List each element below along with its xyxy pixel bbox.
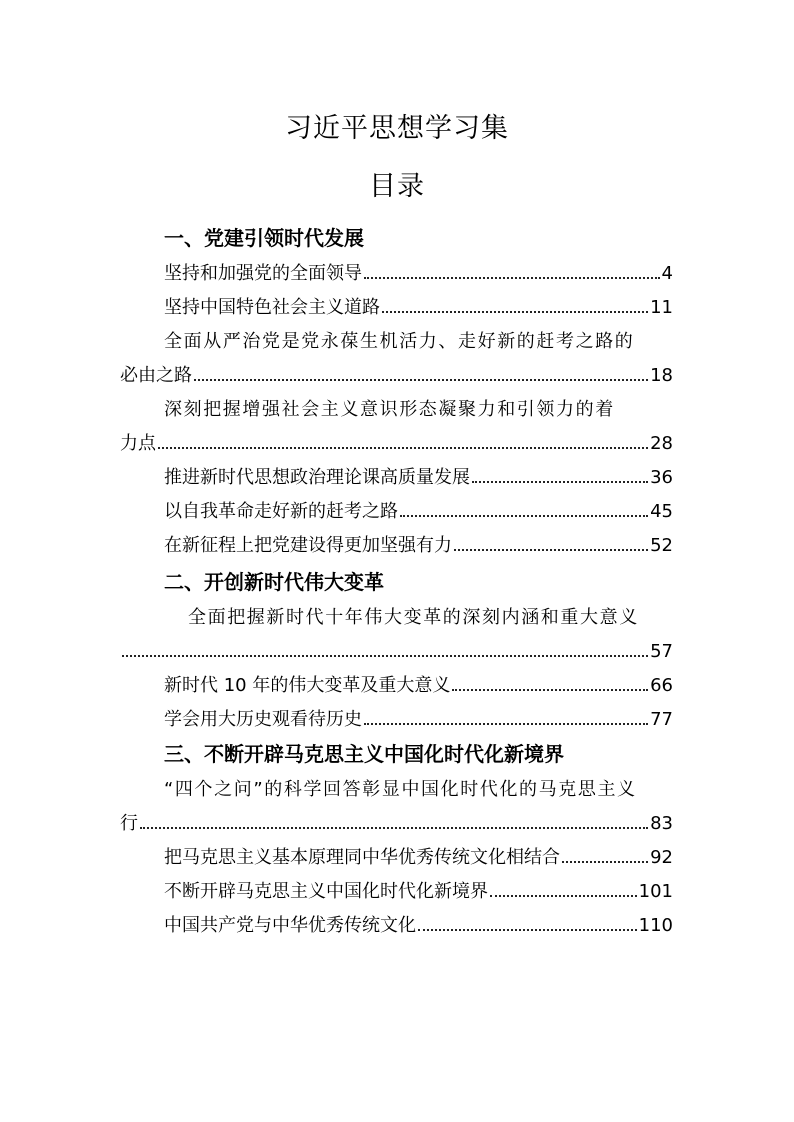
section-heading: 二、开创新时代伟大变革 [164,570,384,594]
toc-entry-page: 101 [638,881,673,902]
toc-entry-title: 坚持和加强党的全面领导 [164,263,362,284]
toc-entry-page: 11 [650,297,673,318]
toc-entry-page: 57 [650,641,673,662]
toc-entry-page: 28 [650,433,673,454]
toc-entry-page: 4 [661,263,673,284]
toc-entry[interactable] [120,262,673,286]
toc-entry-title: 把马克思主义基本原理同中华优秀传统文化相结合 [164,847,560,868]
dot-leader [418,929,637,931]
toc-entry[interactable] [120,606,673,664]
dot-leader [490,895,637,897]
toc-entry-page: 18 [650,365,673,386]
dot-leader [562,861,648,863]
dot-leader [158,447,648,449]
toc-entry-page: 110 [638,915,673,936]
dot-leader [472,481,648,483]
toc-entry-title: 全面从严治党是党永葆生机活力、走好新的赶考之路的 [164,331,635,352]
toc-entry-title: 坚持中国特色社会主义道路 [164,297,380,318]
toc-entry-title: 推进新时代思想政治理论课高质量发展 [164,467,470,488]
dot-leader [140,827,648,829]
toc-entry[interactable] [120,500,673,524]
toc-entry[interactable] [120,534,673,558]
toc-heading: 目录 [369,171,425,202]
toc-entry-title: 在新征程上把党建设得更加坚强有力 [164,535,452,556]
dot-leader [364,723,648,725]
toc-entry[interactable] [120,466,673,490]
toc-entry-title: 新时代 10 年的伟大变革及重大意义 [164,675,451,696]
toc-entry[interactable] [120,296,673,320]
toc-entry-page: 83 [650,813,673,834]
toc-entry-page: 52 [650,535,673,556]
toc-entry-title: “四个之问”的科学回答彰显中国化时代化的马克思主义 [164,779,637,800]
toc-entry[interactable] [120,330,673,388]
toc-entry[interactable] [120,914,673,938]
toc-entry-title: 不断开辟马克思主义中国化时代化新境界 [164,881,488,902]
toc-entry[interactable] [120,846,673,870]
toc-entry-title: 深刻把握增强社会主义意识形态凝聚力和引领力的着 [164,399,615,420]
dot-leader [194,379,648,381]
document-title: 习近平思想学习集 [285,113,509,144]
toc-entry[interactable] [120,398,673,456]
toc-entry-page: 45 [650,501,673,522]
toc-entry-page: 77 [650,709,673,730]
toc-entry-title: 学会用大历史观看待历史 [164,709,362,730]
section-heading: 一、党建引领时代发展 [164,226,364,250]
dot-leader [400,515,648,517]
toc-entry-title-continued: 力点 [120,433,156,454]
section-heading: 三、不断开辟马克思主义中国化时代化新境界 [164,742,564,766]
toc-entry-title-continued: 必由之路 [120,365,192,386]
toc-entry-title-continued: 行 [120,813,138,834]
toc-entry[interactable] [120,880,673,904]
toc-entry-page: 36 [650,467,673,488]
toc-entry[interactable] [120,708,673,732]
toc-entry-page: 66 [650,675,673,696]
toc-entry-title: 中国共产党与中华优秀传统文化 [164,915,416,936]
toc-entry-page: 92 [650,847,673,868]
toc-entry-title: 以自我革命走好新的赶考之路 [164,501,398,522]
toc-entry-title: 全面把握新时代十年伟大变革的深刻内涵和重大意义 [188,607,639,628]
dot-leader [364,277,660,279]
toc-entry[interactable] [120,674,673,698]
dot-leader [382,311,648,313]
dot-leader [122,655,648,657]
dot-leader [452,689,648,691]
toc-entry[interactable] [120,778,673,836]
dot-leader [454,549,648,551]
